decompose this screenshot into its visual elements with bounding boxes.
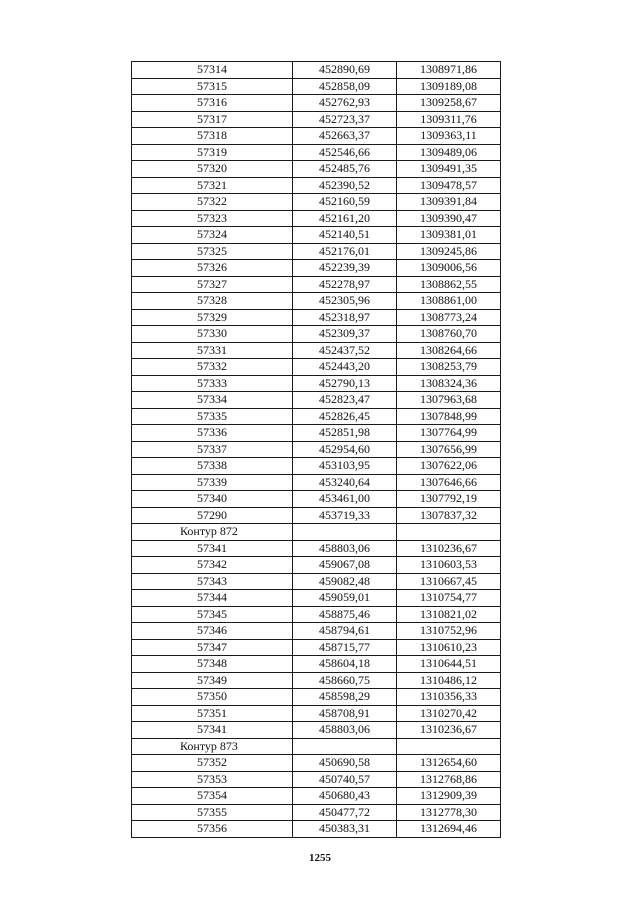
table-row xyxy=(132,458,501,475)
x-coordinate-cell: 450740,57 xyxy=(293,771,397,788)
table-row xyxy=(132,821,501,838)
point-id-cell: 57342 xyxy=(132,557,293,574)
point-id-cell: 57341 xyxy=(132,722,293,739)
table-row xyxy=(132,491,501,508)
x-coordinate-cell: 452443,20 xyxy=(293,359,397,376)
point-id-cell: 57323 xyxy=(132,210,293,227)
point-id-cell: 57343 xyxy=(132,573,293,590)
point-id-cell: 57324 xyxy=(132,227,293,244)
table-row xyxy=(132,144,501,161)
x-coordinate-cell: 452278,97 xyxy=(293,276,397,293)
table-row xyxy=(132,276,501,293)
x-coordinate-cell: 450383,31 xyxy=(293,821,397,838)
table-row xyxy=(132,128,501,145)
y-coordinate-cell: 1309245,86 xyxy=(397,243,501,260)
y-coordinate-cell: 1309478,57 xyxy=(397,177,501,194)
y-coordinate-cell: 1310754,77 xyxy=(397,590,501,607)
table-row xyxy=(132,260,501,277)
empty-cell xyxy=(397,738,501,755)
point-id-cell: 57325 xyxy=(132,243,293,260)
y-coordinate-cell: 1308324,36 xyxy=(397,375,501,392)
y-coordinate-cell: 1310270,42 xyxy=(397,705,501,722)
point-id-cell: 57317 xyxy=(132,111,293,128)
y-coordinate-cell: 1310603,53 xyxy=(397,557,501,574)
x-coordinate-cell: 452437,52 xyxy=(293,342,397,359)
x-coordinate-cell: 453240,64 xyxy=(293,474,397,491)
point-id-cell: 57332 xyxy=(132,359,293,376)
point-id-cell: 57315 xyxy=(132,78,293,95)
point-id-cell: 57316 xyxy=(132,95,293,112)
page-number: 1255 xyxy=(309,852,331,864)
table-row xyxy=(132,111,501,128)
x-coordinate-cell: 458875,46 xyxy=(293,606,397,623)
x-coordinate-cell: 458598,29 xyxy=(293,689,397,706)
x-coordinate-cell: 453103,95 xyxy=(293,458,397,475)
y-coordinate-cell: 1312909,39 xyxy=(397,788,501,805)
table-row xyxy=(132,194,501,211)
y-coordinate-cell: 1307622,06 xyxy=(397,458,501,475)
point-id-cell: 57346 xyxy=(132,623,293,640)
point-id-cell: 57339 xyxy=(132,474,293,491)
y-coordinate-cell: 1312768,86 xyxy=(397,771,501,788)
contour-header-row xyxy=(132,738,501,755)
x-coordinate-cell: 452305,96 xyxy=(293,293,397,310)
x-coordinate-cell: 450680,43 xyxy=(293,788,397,805)
y-coordinate-cell: 1309390,47 xyxy=(397,210,501,227)
table-row xyxy=(132,309,501,326)
contour-label: Контур 872 xyxy=(132,524,293,541)
y-coordinate-cell: 1309491,35 xyxy=(397,161,501,178)
point-id-cell: 57354 xyxy=(132,788,293,805)
point-id-cell: 57330 xyxy=(132,326,293,343)
table-row xyxy=(132,392,501,409)
point-id-cell: 57329 xyxy=(132,309,293,326)
point-id-cell: 57334 xyxy=(132,392,293,409)
table-row xyxy=(132,474,501,491)
x-coordinate-cell: 458803,06 xyxy=(293,540,397,557)
x-coordinate-cell: 452851,98 xyxy=(293,425,397,442)
table-row xyxy=(132,623,501,640)
y-coordinate-cell: 1310821,02 xyxy=(397,606,501,623)
x-coordinate-cell: 452485,76 xyxy=(293,161,397,178)
table-row xyxy=(132,210,501,227)
y-coordinate-cell: 1309381,01 xyxy=(397,227,501,244)
y-coordinate-cell: 1310667,45 xyxy=(397,573,501,590)
table-row xyxy=(132,705,501,722)
point-id-cell: 57290 xyxy=(132,507,293,524)
point-id-cell: 57319 xyxy=(132,144,293,161)
x-coordinate-cell: 458803,06 xyxy=(293,722,397,739)
x-coordinate-cell: 459059,01 xyxy=(293,590,397,607)
y-coordinate-cell: 1308760,70 xyxy=(397,326,501,343)
y-coordinate-cell: 1312654,60 xyxy=(397,755,501,772)
x-coordinate-cell: 452239,39 xyxy=(293,260,397,277)
contour-header-row xyxy=(132,524,501,541)
point-id-cell: 57356 xyxy=(132,821,293,838)
point-id-cell: 57347 xyxy=(132,639,293,656)
y-coordinate-cell: 1312778,30 xyxy=(397,804,501,821)
y-coordinate-cell: 1307848,99 xyxy=(397,408,501,425)
coordinates-table-body xyxy=(132,62,501,838)
x-coordinate-cell: 452890,69 xyxy=(293,62,397,79)
empty-cell xyxy=(293,524,397,541)
x-coordinate-cell: 452160,59 xyxy=(293,194,397,211)
x-coordinate-cell: 452309,37 xyxy=(293,326,397,343)
y-coordinate-cell: 1308773,24 xyxy=(397,309,501,326)
y-coordinate-cell: 1309258,67 xyxy=(397,95,501,112)
table-row xyxy=(132,342,501,359)
y-coordinate-cell: 1310644,51 xyxy=(397,656,501,673)
table-row xyxy=(132,507,501,524)
point-id-cell: 57320 xyxy=(132,161,293,178)
table-row xyxy=(132,755,501,772)
x-coordinate-cell: 452723,37 xyxy=(293,111,397,128)
table-row xyxy=(132,326,501,343)
y-coordinate-cell: 1309311,76 xyxy=(397,111,501,128)
table-row xyxy=(132,78,501,95)
table-row xyxy=(132,161,501,178)
x-coordinate-cell: 453719,33 xyxy=(293,507,397,524)
table-row xyxy=(132,375,501,392)
point-id-cell: 57341 xyxy=(132,540,293,557)
y-coordinate-cell: 1310236,67 xyxy=(397,722,501,739)
y-coordinate-cell: 1307656,99 xyxy=(397,441,501,458)
point-id-cell: 57322 xyxy=(132,194,293,211)
x-coordinate-cell: 452546,66 xyxy=(293,144,397,161)
table-row xyxy=(132,441,501,458)
x-coordinate-cell: 458660,75 xyxy=(293,672,397,689)
point-id-cell: 57344 xyxy=(132,590,293,607)
y-coordinate-cell: 1310610,23 xyxy=(397,639,501,656)
table-row xyxy=(132,557,501,574)
y-coordinate-cell: 1309189,08 xyxy=(397,78,501,95)
table-row xyxy=(132,590,501,607)
point-id-cell: 57355 xyxy=(132,804,293,821)
y-coordinate-cell: 1308264,66 xyxy=(397,342,501,359)
x-coordinate-cell: 458604,18 xyxy=(293,656,397,673)
point-id-cell: 57314 xyxy=(132,62,293,79)
table-row xyxy=(132,771,501,788)
x-coordinate-cell: 452790,13 xyxy=(293,375,397,392)
y-coordinate-cell: 1310752,96 xyxy=(397,623,501,640)
table-row xyxy=(132,639,501,656)
x-coordinate-cell: 452823,47 xyxy=(293,392,397,409)
table-row xyxy=(132,722,501,739)
point-id-cell: 57333 xyxy=(132,375,293,392)
y-coordinate-cell: 1309489,06 xyxy=(397,144,501,161)
y-coordinate-cell: 1308861,00 xyxy=(397,293,501,310)
table-row xyxy=(132,359,501,376)
y-coordinate-cell: 1307646,66 xyxy=(397,474,501,491)
x-coordinate-cell: 450477,72 xyxy=(293,804,397,821)
point-id-cell: 57349 xyxy=(132,672,293,689)
y-coordinate-cell: 1310236,67 xyxy=(397,540,501,557)
y-coordinate-cell: 1307792,19 xyxy=(397,491,501,508)
point-id-cell: 57338 xyxy=(132,458,293,475)
table-row xyxy=(132,788,501,805)
y-coordinate-cell: 1312694,46 xyxy=(397,821,501,838)
point-id-cell: 57350 xyxy=(132,689,293,706)
table-row xyxy=(132,62,501,79)
point-id-cell: 57328 xyxy=(132,293,293,310)
x-coordinate-cell: 452663,37 xyxy=(293,128,397,145)
coordinates-table xyxy=(131,61,501,838)
x-coordinate-cell: 458715,77 xyxy=(293,639,397,656)
point-id-cell: 57348 xyxy=(132,656,293,673)
empty-cell xyxy=(397,524,501,541)
point-id-cell: 57336 xyxy=(132,425,293,442)
y-coordinate-cell: 1308253,79 xyxy=(397,359,501,376)
x-coordinate-cell: 450690,58 xyxy=(293,755,397,772)
point-id-cell: 57326 xyxy=(132,260,293,277)
y-coordinate-cell: 1309391,84 xyxy=(397,194,501,211)
x-coordinate-cell: 452826,45 xyxy=(293,408,397,425)
point-id-cell: 57351 xyxy=(132,705,293,722)
y-coordinate-cell: 1310486,12 xyxy=(397,672,501,689)
y-coordinate-cell: 1309006,56 xyxy=(397,260,501,277)
point-id-cell: 57353 xyxy=(132,771,293,788)
y-coordinate-cell: 1308862,55 xyxy=(397,276,501,293)
x-coordinate-cell: 452161,20 xyxy=(293,210,397,227)
table-row xyxy=(132,227,501,244)
empty-cell xyxy=(293,738,397,755)
contour-label: Контур 873 xyxy=(132,738,293,755)
x-coordinate-cell: 452762,93 xyxy=(293,95,397,112)
y-coordinate-cell: 1307837,32 xyxy=(397,507,501,524)
point-id-cell: 57345 xyxy=(132,606,293,623)
x-coordinate-cell: 452390,52 xyxy=(293,177,397,194)
x-coordinate-cell: 458708,91 xyxy=(293,705,397,722)
table-row xyxy=(132,408,501,425)
point-id-cell: 57340 xyxy=(132,491,293,508)
x-coordinate-cell: 452858,09 xyxy=(293,78,397,95)
x-coordinate-cell: 452954,60 xyxy=(293,441,397,458)
point-id-cell: 57335 xyxy=(132,408,293,425)
table-row xyxy=(132,177,501,194)
x-coordinate-cell: 453461,00 xyxy=(293,491,397,508)
y-coordinate-cell: 1309363,11 xyxy=(397,128,501,145)
point-id-cell: 57331 xyxy=(132,342,293,359)
table-row xyxy=(132,425,501,442)
point-id-cell: 57352 xyxy=(132,755,293,772)
table-row xyxy=(132,689,501,706)
y-coordinate-cell: 1308971,86 xyxy=(397,62,501,79)
y-coordinate-cell: 1307764,99 xyxy=(397,425,501,442)
point-id-cell: 57321 xyxy=(132,177,293,194)
y-coordinate-cell: 1310356,33 xyxy=(397,689,501,706)
table-row xyxy=(132,672,501,689)
x-coordinate-cell: 452318,97 xyxy=(293,309,397,326)
y-coordinate-cell: 1307963,68 xyxy=(397,392,501,409)
point-id-cell: 57318 xyxy=(132,128,293,145)
table-row xyxy=(132,606,501,623)
x-coordinate-cell: 459082,48 xyxy=(293,573,397,590)
x-coordinate-cell: 452176,01 xyxy=(293,243,397,260)
table-row xyxy=(132,804,501,821)
table-row xyxy=(132,243,501,260)
table-row xyxy=(132,573,501,590)
x-coordinate-cell: 459067,08 xyxy=(293,557,397,574)
table-row xyxy=(132,540,501,557)
point-id-cell: 57337 xyxy=(132,441,293,458)
table-row xyxy=(132,95,501,112)
table-row xyxy=(132,656,501,673)
x-coordinate-cell: 452140,51 xyxy=(293,227,397,244)
x-coordinate-cell: 458794,61 xyxy=(293,623,397,640)
point-id-cell: 57327 xyxy=(132,276,293,293)
table-row xyxy=(132,293,501,310)
